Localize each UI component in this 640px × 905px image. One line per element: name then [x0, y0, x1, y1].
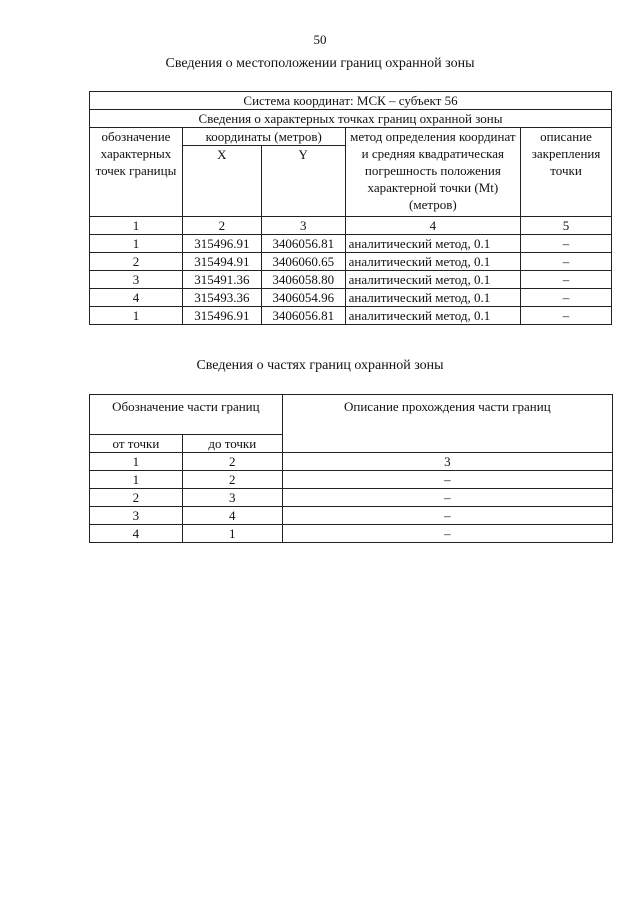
- column-number: 3: [261, 217, 345, 235]
- header-point-designation: обозначение характерных точек границы: [90, 128, 183, 217]
- column-number: 3: [282, 453, 612, 471]
- y-cell: 3406058.80: [261, 271, 345, 289]
- from-cell: 1: [90, 471, 183, 489]
- point-cell: 3: [90, 271, 183, 289]
- table-row: [90, 253, 612, 271]
- table-row: [90, 271, 612, 289]
- table-row: [90, 235, 612, 253]
- table-row: [90, 525, 613, 543]
- method-cell: аналитический метод, 0.1: [345, 253, 520, 271]
- column-number-row: [90, 217, 612, 235]
- method-cell: аналитический метод, 0.1: [345, 235, 520, 253]
- column-number: 1: [90, 217, 183, 235]
- column-number: 1: [90, 453, 183, 471]
- to-cell: 3: [182, 489, 282, 507]
- x-cell: 315491.36: [182, 271, 261, 289]
- to-cell: 4: [182, 507, 282, 525]
- method-cell: аналитический метод, 0.1: [345, 307, 520, 325]
- table-subtitle: Сведения о характерных точках границ охранной зоны: [90, 110, 612, 128]
- method-cell: аналитический метод, 0.1: [345, 289, 520, 307]
- boundary-parts-table: [89, 394, 613, 543]
- x-cell: 315493.36: [182, 289, 261, 307]
- desc-cell: –: [521, 235, 612, 253]
- y-cell: 3406060.65: [261, 253, 345, 271]
- table-row: [90, 471, 613, 489]
- header-row: [90, 128, 612, 146]
- subtitle-row: [90, 110, 612, 128]
- header-to-point: до точки: [182, 435, 282, 453]
- to-cell: 1: [182, 525, 282, 543]
- desc-cell: –: [521, 289, 612, 307]
- from-cell: 4: [90, 525, 183, 543]
- header-x: X: [182, 146, 261, 217]
- desc-cell: –: [282, 489, 612, 507]
- x-cell: 315496.91: [182, 307, 261, 325]
- header-method: метод определения координат и средняя квадратическая погрешность положения характерной точки (Mt) (метров): [345, 128, 520, 217]
- header-description: описание закрепления точки: [521, 128, 612, 217]
- point-cell: 1: [90, 307, 183, 325]
- coord-system: Система координат: МСК – субъект 56: [90, 92, 612, 110]
- x-cell: 315496.91: [182, 235, 261, 253]
- desc-cell: –: [282, 507, 612, 525]
- column-number-row: [90, 453, 613, 471]
- table-row: [90, 307, 612, 325]
- method-cell: аналитический метод, 0.1: [345, 271, 520, 289]
- y-cell: 3406056.81: [261, 235, 345, 253]
- table-row: [90, 289, 612, 307]
- header-part-designation: Обозначение части границ: [90, 395, 283, 435]
- boundary-points-table: [89, 91, 612, 325]
- column-number: 5: [521, 217, 612, 235]
- header-row: [90, 395, 613, 435]
- column-number: 2: [182, 217, 261, 235]
- desc-cell: –: [521, 307, 612, 325]
- desc-cell: –: [521, 271, 612, 289]
- column-number: 4: [345, 217, 520, 235]
- table-row: [90, 507, 613, 525]
- header-from-point: от точки: [90, 435, 183, 453]
- desc-cell: –: [282, 471, 612, 489]
- y-cell: 3406054.96: [261, 289, 345, 307]
- point-cell: 4: [90, 289, 183, 307]
- y-cell: 3406056.81: [261, 307, 345, 325]
- to-cell: 2: [182, 471, 282, 489]
- desc-cell: –: [521, 253, 612, 271]
- section2-title: Сведения о частях границ охранной зоны: [196, 358, 444, 373]
- header-part-description: Описание прохождения части границ: [282, 395, 612, 453]
- point-cell: 2: [90, 253, 183, 271]
- x-cell: 315494.91: [182, 253, 261, 271]
- from-cell: 2: [90, 489, 183, 507]
- point-cell: 1: [90, 235, 183, 253]
- column-number: 2: [182, 453, 282, 471]
- header-coordinates: координаты (метров): [182, 128, 345, 146]
- table-row: [90, 489, 613, 507]
- desc-cell: –: [282, 525, 612, 543]
- header-y: Y: [261, 146, 345, 217]
- coord-system-row: [90, 92, 612, 110]
- from-cell: 3: [90, 507, 183, 525]
- section1-title: Сведения о местоположении границ охранной зоны: [165, 56, 475, 71]
- page-number: 50: [313, 32, 327, 47]
